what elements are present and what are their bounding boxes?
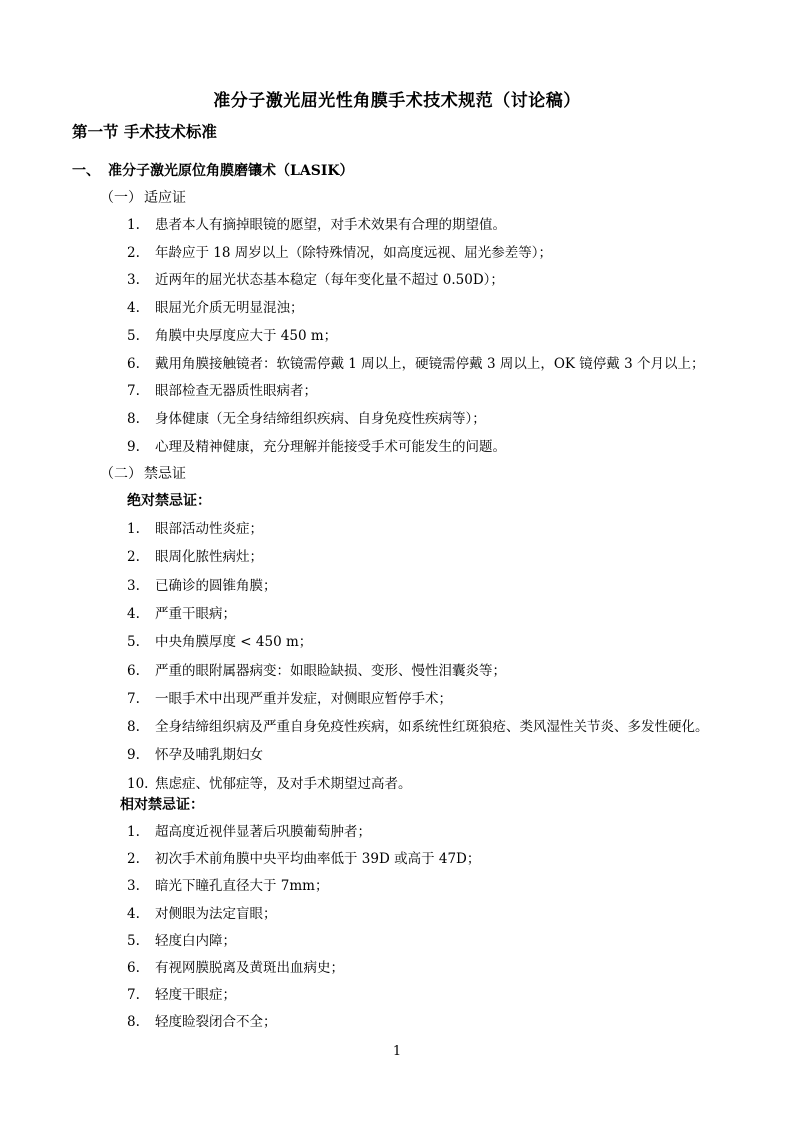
list-item-text: 眼周化脓性病灶； [155, 549, 263, 566]
list-item-text: 严重的眼附属器病变：如眼睑缺损、变形、慢性泪囊炎等； [155, 662, 506, 679]
list-item-text: 角膜中央厚度应大于 450 m； [155, 327, 338, 344]
list-item-text: 轻度白内障； [155, 932, 236, 949]
list-item-text: 有视网膜脱离及黄斑出血病史； [155, 960, 344, 976]
list-item [127, 574, 277, 594]
list-item-number: 4. [127, 605, 140, 622]
list-item-text: 身体健康（无全身结缔组织疾病、自身免疫性疾病等）； [155, 410, 486, 427]
list-item-number: 7. [127, 690, 140, 707]
list-item [127, 874, 328, 894]
list-item-number: 5. [127, 634, 140, 651]
heading-number: 一、 [72, 163, 100, 179]
list-item-number: 5. [127, 932, 140, 949]
list-item-number: 3. [127, 577, 140, 594]
list-item [127, 772, 412, 792]
heading-text: 准分子激光原位角膜磨镶术（LASIK） [108, 163, 354, 179]
subheading-text: 适应证 [144, 190, 186, 206]
list-item-text: 焦虑症、忧郁症等，及对手术期望过高者。 [155, 775, 412, 792]
list-item-text: 心理及精神健康，充分理解并能接受手术可能发生的问题。 [155, 438, 506, 455]
list-item-number: 7. [127, 383, 140, 400]
subheading-text: 禁忌证 [144, 466, 186, 482]
list-item-number: 1. [127, 217, 140, 233]
list-item-text: 眼屈光介质无明显混浊； [155, 300, 304, 317]
list-item [127, 324, 337, 344]
list-item-text: 轻度干眼症； [155, 987, 236, 1004]
list-item-text: 全身结缔组织病及严重自身免疫性疾病，如系统性红斑狼疮、类风湿性关节炎、多发性硬化。 [155, 719, 709, 736]
list-item-text: 患者本人有摘掉眼镜的愿望，对手术效果有合理的期望值。 [155, 217, 506, 233]
section-heading: 第一节 手术技术标准 [72, 122, 217, 141]
list-item [127, 956, 344, 976]
list-item [127, 659, 506, 679]
list-item [127, 1010, 277, 1030]
list-item-number: 6. [127, 662, 140, 679]
list-item-text: 对侧眼为法定盲眼； [155, 905, 277, 922]
list-item-text: 轻度睑裂闭合不全； [155, 1014, 277, 1031]
list-item [127, 379, 317, 399]
list-item-number: 10. [127, 775, 149, 792]
list-item [127, 715, 709, 735]
list-item-number: 2. [127, 244, 140, 261]
list-item-number: 2. [127, 851, 140, 868]
list-item [127, 296, 304, 316]
list-item-number: 4. [127, 300, 140, 317]
list-item-number: 6. [127, 960, 140, 976]
list-item [127, 517, 263, 537]
list-item [127, 602, 236, 622]
list-item-number: 9. [127, 438, 140, 455]
list-item-number: 2. [127, 549, 140, 566]
list-item [127, 820, 371, 840]
list-item [127, 929, 236, 949]
list-item [127, 407, 486, 427]
list-item-text: 怀孕及哺乳期妇女 [155, 747, 263, 764]
list-item [127, 847, 480, 867]
list-item-number: 8. [127, 719, 140, 736]
subheading-indications [100, 187, 186, 207]
list-item [127, 902, 277, 922]
list-item-text: 超高度近视伴显著后巩膜葡萄肿者； [155, 824, 371, 840]
list-item [127, 743, 263, 763]
list-item-text: 眼部活动性炎症； [155, 521, 263, 537]
list-item [127, 545, 263, 565]
list-item-number: 7. [127, 987, 140, 1004]
heading-lasik [72, 160, 354, 180]
list-item [127, 983, 236, 1003]
subheading-contraindications [100, 463, 186, 483]
list-item-text: 中央角膜厚度 < 450 m； [155, 634, 313, 651]
list-item-number: 6. [127, 355, 140, 372]
page-number: 1 [392, 1044, 402, 1059]
list-item-number: 5. [127, 327, 140, 344]
list-item-text: 年龄应于 18 周岁以上（除特殊情况，如高度远视、屈光参差等）； [155, 244, 553, 261]
list-item-text: 近两年的屈光状态基本稳定（每年变化量不超过 0.50D）； [155, 272, 504, 289]
list-item [127, 435, 506, 455]
list-item-text: 戴用角膜接触镜者：软镜需停戴 1 周以上，硬镜需停戴 3 周以上，OK 镜停戴 3 个月以上； [155, 355, 705, 372]
list-item-number: 1. [127, 521, 140, 537]
list-item-text: 暗光下瞳孔直径大于 7mm； [155, 878, 329, 895]
list-item-number: 8. [127, 410, 140, 427]
list-item [127, 687, 452, 707]
relative-contraindications-title: 相对禁忌证： [120, 797, 204, 813]
subheading-label: （二） [100, 466, 142, 482]
list-item-text: 眼部检查无器质性眼病者； [155, 383, 317, 400]
list-item-text: 已确诊的圆锥角膜； [155, 577, 277, 594]
subheading-label: （一） [100, 190, 142, 206]
list-item [127, 241, 552, 261]
list-item-number: 4. [127, 905, 140, 922]
list-item [127, 213, 506, 233]
document-title: 准分子激光屈光性角膜手术技术规范（讨论稿） [213, 91, 581, 111]
list-item [127, 630, 312, 650]
absolute-contraindications-title: 绝对禁忌证： [127, 493, 211, 509]
list-item-text: 初次手术前角膜中央平均曲率低于 39D 或高于 47D； [155, 851, 481, 868]
list-item-number: 9. [127, 747, 140, 764]
list-item-number: 3. [127, 272, 140, 289]
list-item [127, 268, 504, 288]
list-item [127, 352, 704, 372]
list-item-text: 一眼手术中出现严重并发症，对侧眼应暂停手术； [155, 690, 452, 707]
list-item-number: 3. [127, 878, 140, 895]
list-item-number: 1. [127, 824, 140, 840]
list-item-number: 8. [127, 1014, 140, 1031]
list-item-text: 严重干眼病； [155, 605, 236, 622]
